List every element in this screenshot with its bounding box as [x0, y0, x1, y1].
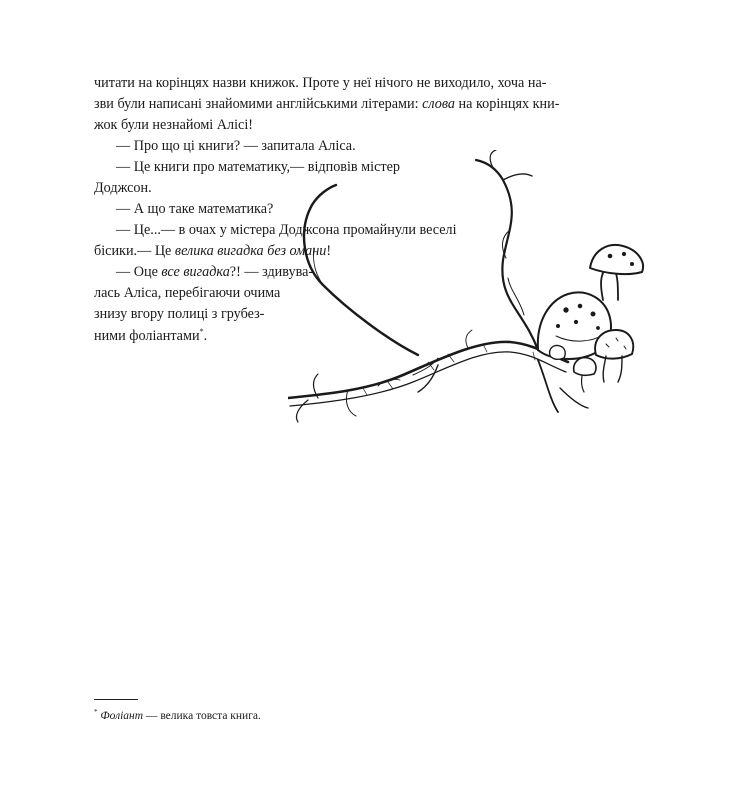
- line-text: — Це...— в очах у містера Доджсона промайнули веселі: [116, 222, 457, 238]
- line-text: — Про що ці книги? — запитала Аліса.: [116, 138, 356, 154]
- line-text: лась Аліса, перебігаючи очима: [94, 285, 281, 301]
- text-line: [116, 265, 313, 279]
- footnote-marker: *: [94, 708, 98, 716]
- text-line: [94, 118, 253, 132]
- text-line: [94, 97, 559, 111]
- line-text: жок були незнайомі Алісі!: [94, 117, 254, 133]
- footnote: [94, 709, 261, 723]
- line-text: Доджсон.: [94, 180, 152, 196]
- line-text: знизу вгору полиці з грубез-: [94, 306, 265, 322]
- footnote-term: Фоліант: [100, 710, 144, 722]
- line-text: — Оце: [116, 264, 162, 280]
- italic-phrase: велика вигадка без омани: [174, 243, 327, 259]
- italic-word: слова: [422, 96, 455, 112]
- footnote-marker: *: [199, 327, 204, 336]
- text-line: [94, 76, 547, 90]
- line-text: — Це книги про математику,— відповів містер: [116, 159, 400, 175]
- text-line: [116, 202, 273, 216]
- line-text: на корінцях кни-: [455, 96, 560, 112]
- line-text: бісики.— Це: [94, 243, 175, 259]
- line-text: .: [203, 328, 208, 344]
- branch-mushroom-illustration: [288, 150, 668, 430]
- line-text: ?! — здивува-: [229, 264, 314, 280]
- line-text: читати на корінцях назви книжок. Проте у неї нічого не виходило, хоча на-: [94, 75, 547, 91]
- line-text: зви були написані знайомими англійськими літерами:: [94, 96, 423, 112]
- line-text: — А що таке математика?: [116, 201, 274, 217]
- text-line: [94, 181, 152, 195]
- footnote-divider: [94, 699, 138, 700]
- line-text: ними фоліантами: [94, 328, 200, 344]
- text-line: [94, 286, 280, 300]
- line-text: !: [326, 243, 332, 259]
- italic-phrase: все вигадка: [161, 264, 230, 280]
- text-line: [94, 307, 264, 321]
- footnote-definition: — велика товста книга.: [143, 710, 261, 722]
- text-line: [94, 328, 207, 343]
